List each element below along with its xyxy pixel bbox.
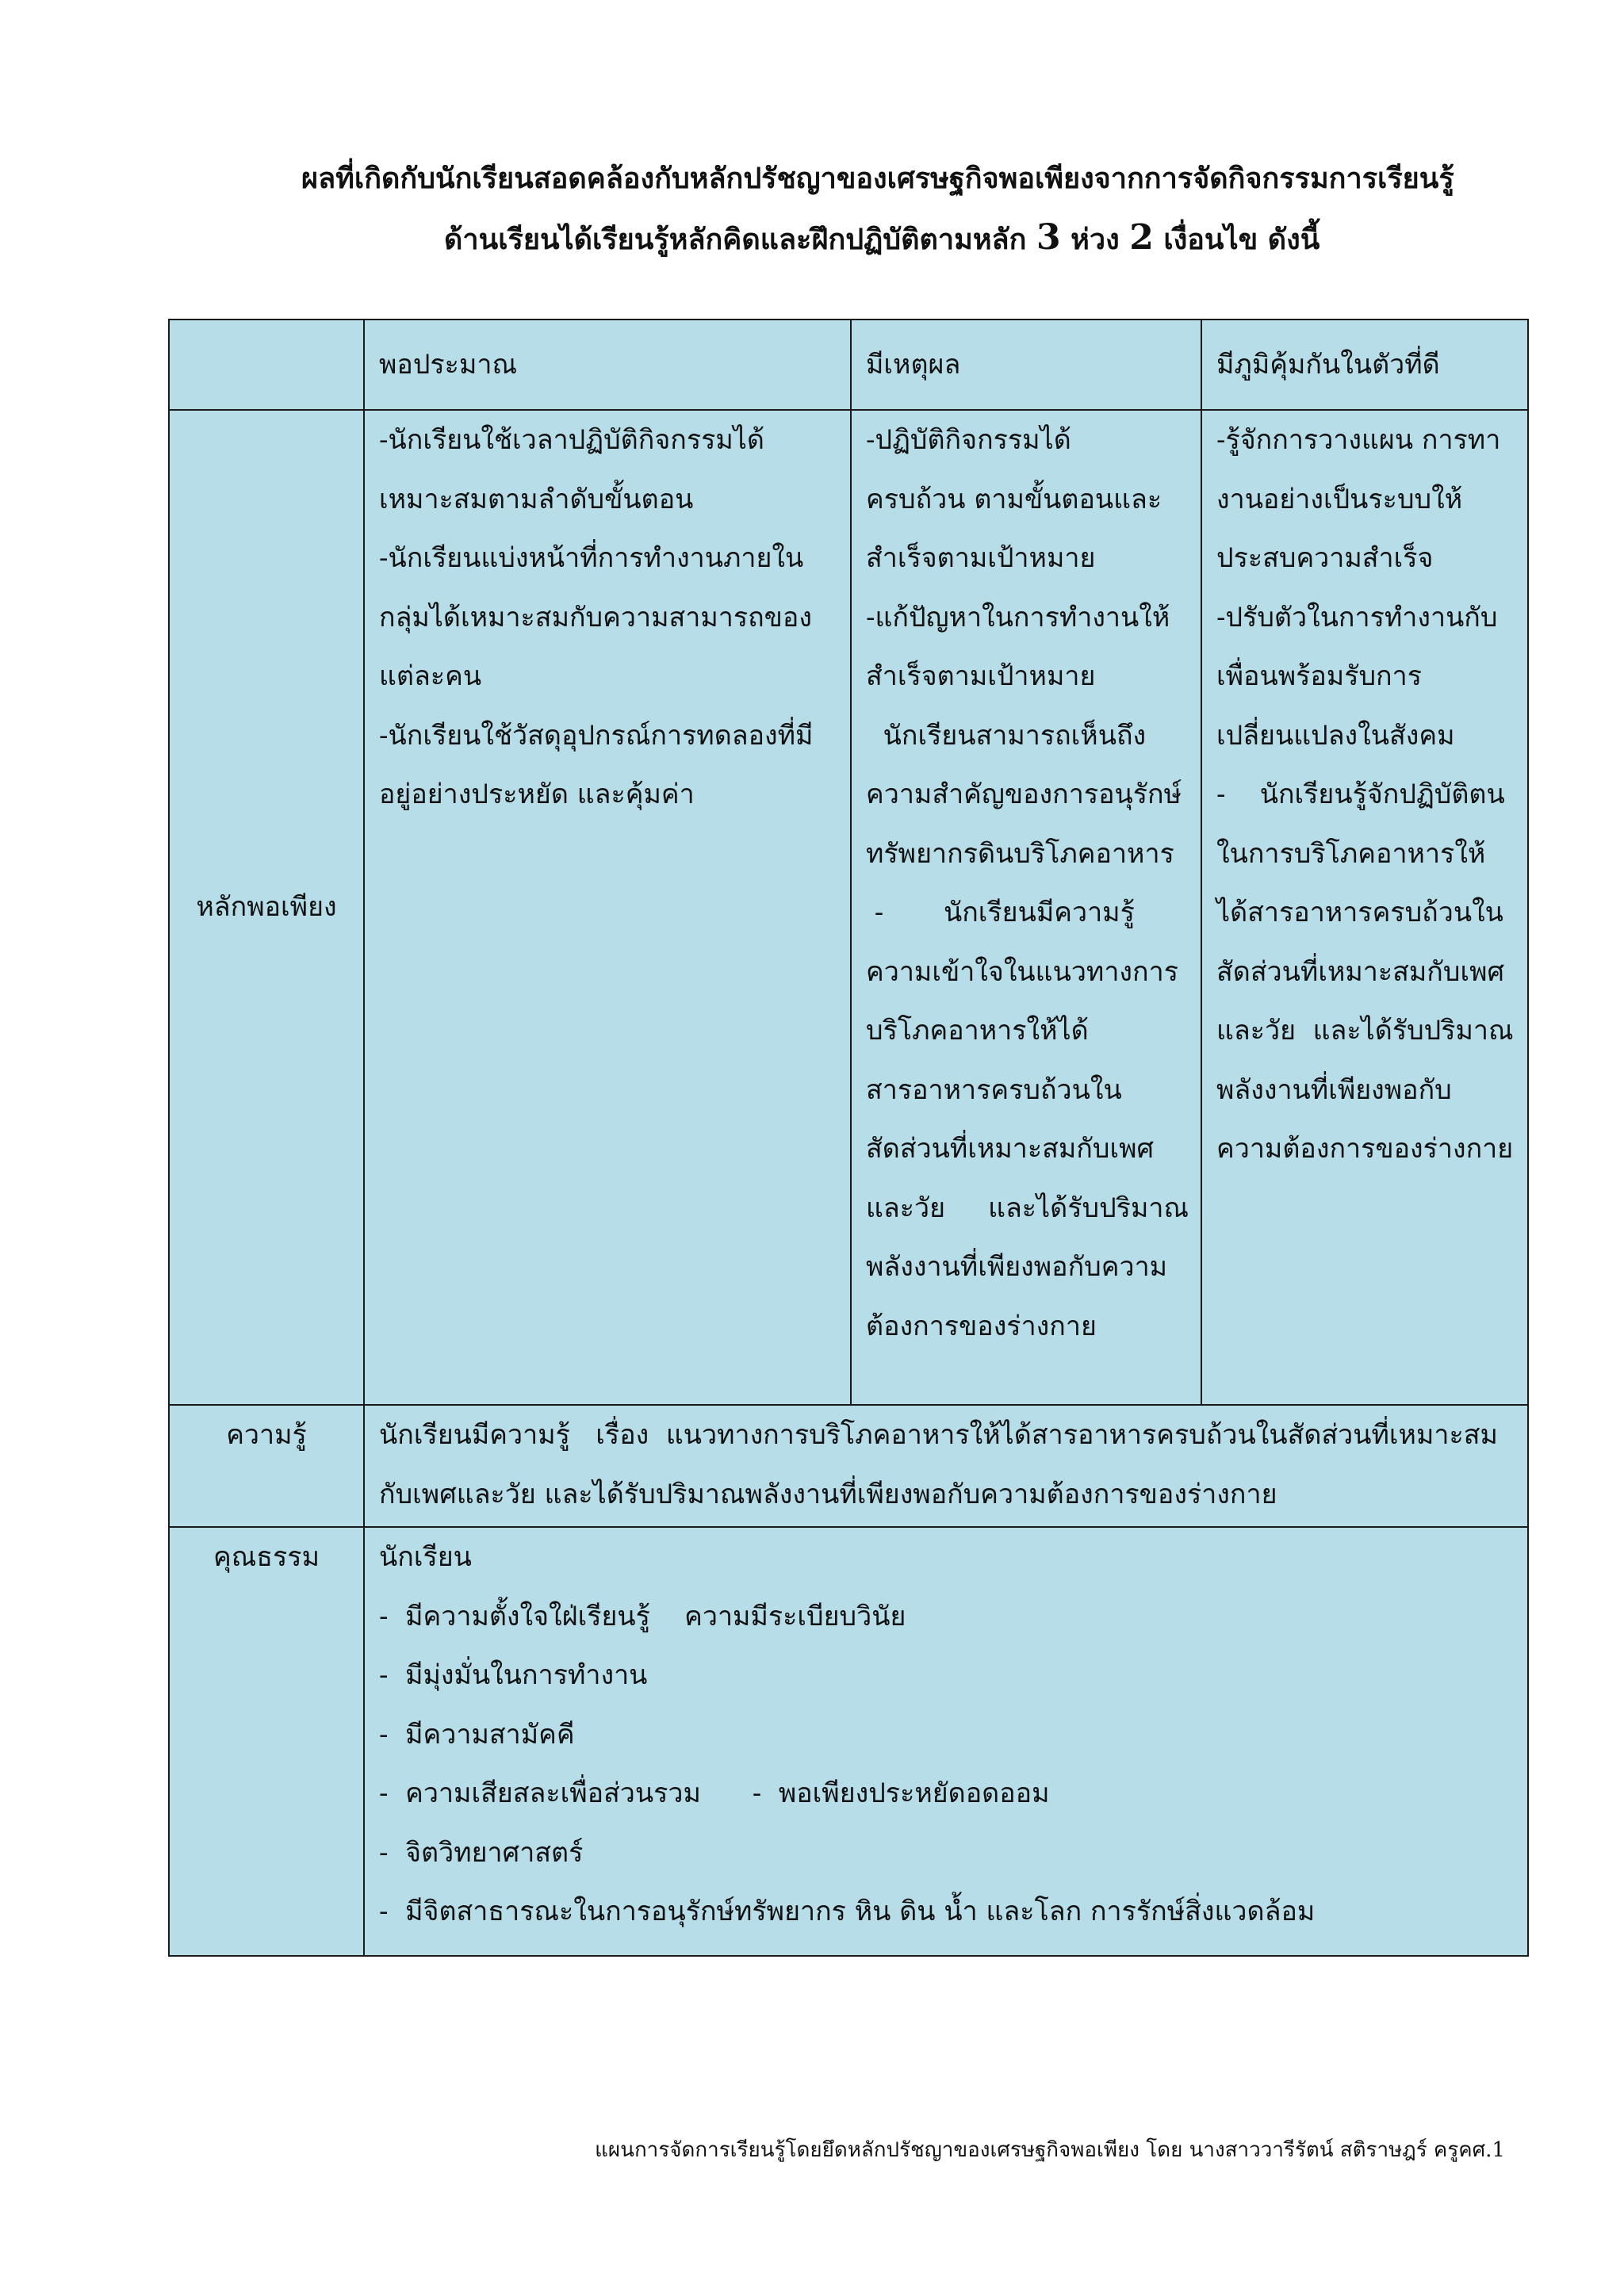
- header-immunity: มีภูมิคุ้มกันในตัวที่ดี: [1201, 320, 1528, 410]
- principle-moderation-cell: [364, 410, 851, 1405]
- reasonableness-line: สำเร็จตามเป้าหมาย: [866, 542, 1096, 574]
- title-number-conditions: 2: [1129, 217, 1154, 258]
- reasonableness-line: -แก้ปัญหาในการทำงานให้: [866, 601, 1170, 633]
- principle-immunity-cell: [1201, 410, 1528, 1405]
- header-moderation: พอประมาณ: [364, 320, 851, 410]
- empty-corner-cell: [169, 320, 364, 410]
- footer-note: แผนการจัดการเรียนรู้โดยยึดหลักปรัชญาของเศรษฐกิจพอเพียง โดย นางสาววารีรัตน์ สติราษฎร์ ครูคศ.1: [595, 2138, 1505, 2162]
- reasonableness-line: ความสำคัญของการอนุรักษ์: [866, 779, 1182, 810]
- reasonableness-line: - นักเรียนมีความรู้: [866, 897, 1135, 928]
- row-label-virtue: คุณธรรม: [169, 1527, 364, 1956]
- immunity-line: สัดส่วนที่เหมาะสมกับเพศ: [1216, 955, 1505, 988]
- reasonableness-line: บริโภคอาหารให้ได้: [866, 1015, 1089, 1047]
- reasonableness-line: นักเรียนสามารถเห็นถึง: [866, 719, 1147, 752]
- reasonableness-line: สัดส่วนที่เหมาะสมกับเพศ: [866, 1133, 1155, 1165]
- immunity-line: -รู้จักการวางแผน การทา: [1216, 424, 1501, 456]
- immunity-line: พลังงานที่เพียงพอกับ: [1216, 1073, 1452, 1106]
- principle-reasonableness-cell: [851, 410, 1201, 1405]
- moderation-line: -นักเรียนแบ่งหน้าที่การทำงานภายใน: [379, 542, 804, 574]
- immunity-line: งานอย่างเป็นระบบให้: [1216, 483, 1463, 515]
- virtue-line: - มีความตั้งใจใฝ่เรียนรู้ ความมีระเบียบวินัย: [379, 1600, 906, 1632]
- moderation-line: เหมาะสมตามลำดับขั้นตอน: [379, 483, 694, 515]
- knowledge-text: [379, 1406, 1521, 1524]
- virtue-cell: [364, 1527, 1528, 1956]
- immunity-line: - นักเรียนรู้จักปฏิบัติตน: [1216, 779, 1505, 810]
- reasonableness-line: สำเร็จตามเป้าหมาย: [866, 660, 1096, 692]
- virtue-row: [169, 1527, 1528, 1956]
- virtue-line: นักเรียน: [379, 1541, 472, 1573]
- principle-row: [169, 410, 1528, 1405]
- immunity-line: ในการบริโภคอาหารให้: [1216, 837, 1486, 870]
- reasonableness-text: [866, 411, 1194, 1356]
- page-title-line-2: [444, 210, 1320, 267]
- knowledge-cell: [364, 1405, 1528, 1527]
- virtue-line: - มีจิตสาธารณะในการอนุรักษ์ทรัพยากร หิน ดิน น้ำ และโลก การรักษ์สิ่งแวดล้อม: [379, 1896, 1316, 1927]
- reasonableness-line: พลังงานที่เพียงพอกับความ: [866, 1251, 1168, 1283]
- immunity-line: ความต้องการของร่างกาย: [1216, 1133, 1514, 1165]
- knowledge-row: [169, 1405, 1528, 1527]
- moderation-line: -นักเรียนใช้วัสดุอุปกรณ์การทดลองที่มี: [379, 719, 814, 752]
- immunity-line: และวัย และได้รับปริมาณ: [1216, 1015, 1514, 1047]
- moderation-text: [379, 411, 844, 825]
- virtue-text: [379, 1528, 1521, 1942]
- reasonableness-line: ความเข้าใจในแนวทางการ: [866, 955, 1178, 988]
- title-text-a: ด้านเรียนได้เรียนรู้หลักคิดและฝึกปฏิบัติตามหลัก: [444, 223, 1027, 256]
- knowledge-line: กับเพศและวัย และได้รับปริมาณพลังงานที่เพียงพอกับความต้องการของร่างกาย: [379, 1478, 1277, 1510]
- reasonableness-line: ครบถ้วน ตามขั้นตอนและ: [866, 483, 1162, 515]
- moderation-line: -นักเรียนใช้เวลาปฏิบัติกิจกรรมได้: [379, 424, 764, 456]
- reasonableness-line: ต้องการของร่างกาย: [866, 1310, 1097, 1342]
- reasonableness-line: ทรัพยากรดินบริโภคอาหาร: [866, 837, 1174, 870]
- reasonableness-line: สารอาหารครบถ้วนใน: [866, 1073, 1122, 1106]
- knowledge-line: นักเรียนมีความรู้ เรื่อง แนวทางการบริโภคอาหารให้ได้สารอาหารครบถ้วนในสัดส่วนที่เหมาะสม: [379, 1419, 1498, 1451]
- virtue-line: - ความเสียสละเพื่อส่วนรวม - พอเพียงประหยัดอดออม: [379, 1777, 1050, 1809]
- immunity-line: -ปรับตัวในการทำงานกับ: [1216, 601, 1498, 633]
- virtue-line: - มีมุ่งมั่นในการทำงาน: [379, 1659, 648, 1691]
- header-reasonableness: มีเหตุผล: [851, 320, 1201, 410]
- immunity-line: ประสบความสำเร็จ: [1216, 542, 1434, 574]
- header-row: [169, 320, 1528, 410]
- virtue-line: - จิตวิทยาศาสตร์: [379, 1836, 584, 1869]
- title-text-b: ห่วง: [1071, 223, 1120, 256]
- moderation-line: กลุ่มได้เหมาะสมกับความสามารถของ: [379, 601, 812, 633]
- reasonableness-line: และวัย และได้รับปริมาณ: [866, 1192, 1189, 1224]
- immunity-line: ได้สารอาหารครบถ้วนใน: [1216, 897, 1503, 928]
- reasonableness-line: -ปฏิบัติกิจกรรมได้: [866, 424, 1071, 456]
- title-number-rings: 3: [1036, 217, 1061, 258]
- sufficiency-table: [168, 319, 1529, 1957]
- title-text-c: เงื่อนไข ดังนี้: [1163, 223, 1320, 256]
- immunity-line: เปลี่ยนแปลงในสังคม: [1216, 719, 1455, 752]
- moderation-line: อยู่อย่างประหยัด และคุ้มค่า: [379, 779, 695, 810]
- row-label-principle: หลักพอเพียง: [169, 410, 364, 1405]
- immunity-text: [1216, 411, 1521, 1179]
- virtue-line: - มีความสามัคคี: [379, 1718, 575, 1751]
- moderation-line: แต่ละคน: [379, 660, 482, 692]
- page-title-line-1: ผลที่เกิดกับนักเรียนสอดคล้องกับหลักปรัชญาของเศรษฐกิจพอเพียงจากการจัดกิจกรรมการเรียนรู้: [301, 162, 1454, 195]
- immunity-line: เพื่อนพร้อมรับการ: [1216, 660, 1422, 692]
- row-label-knowledge: ความรู้: [169, 1405, 364, 1527]
